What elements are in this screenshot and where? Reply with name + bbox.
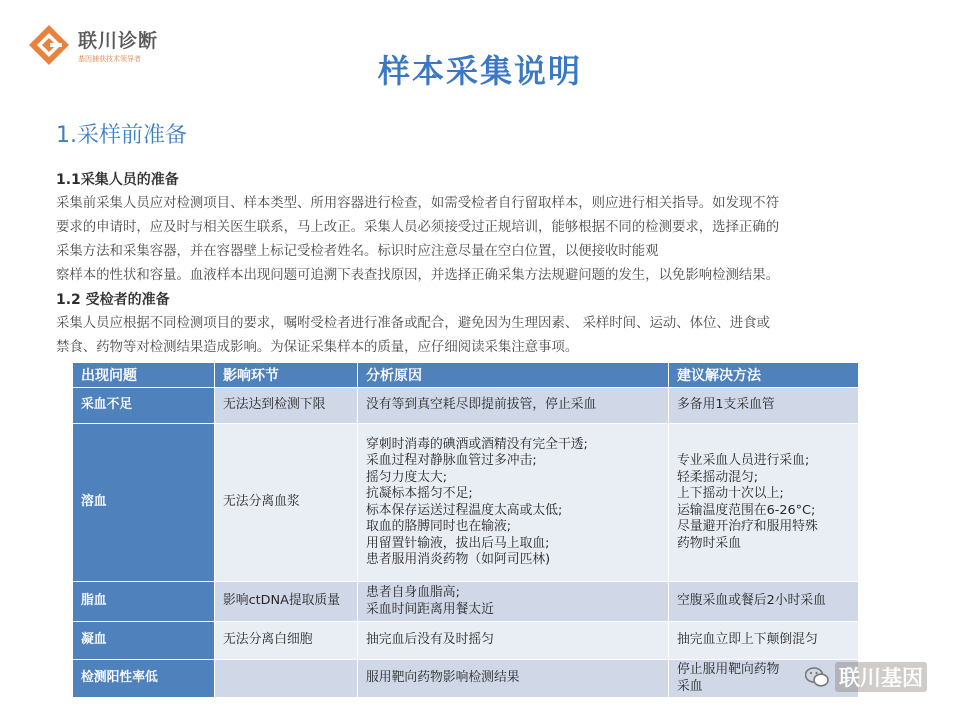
solution-cell — [669, 582, 859, 622]
cause-cell — [358, 582, 669, 622]
cause-line: 抗凝标本摇匀不足; — [366, 486, 473, 501]
solution-line: 停止服用靶向药物 — [677, 662, 780, 677]
cause-cell — [358, 424, 669, 582]
watermark-text: 联川基因 — [835, 662, 927, 692]
solution-cell — [669, 424, 859, 582]
solution-line: 轻柔摇动混匀; — [677, 469, 759, 485]
cause-line: 摇匀力度太大; — [366, 469, 448, 485]
solution-line: 运输温度范围在6-26°C; — [677, 502, 816, 518]
impact-cell — [215, 660, 358, 698]
solution-line: 采血 — [677, 678, 703, 694]
column-header: 出现问题 — [73, 363, 215, 388]
problem-cell: 溶血 — [73, 424, 215, 582]
table-row — [73, 582, 859, 622]
problem-cell: 采血不足 — [73, 388, 215, 424]
solution-line: 多备用1支采血管 — [677, 397, 775, 413]
solution-line: 空腹采血或餐后2小时采血 — [677, 593, 826, 609]
paragraph-line: 禁食、药物等对检测结果造成影响。为保证采集样本的质量，应仔细阅读采集注意事项。 — [56, 340, 579, 355]
solution-cell — [669, 388, 859, 424]
table-row — [73, 660, 859, 698]
cause-line: 患者自身血脂高; — [366, 585, 460, 600]
cause-cell — [358, 622, 669, 660]
table-row — [73, 424, 859, 582]
column-header: 影响环节 — [215, 363, 358, 388]
section-heading: 1.采样前准备 — [56, 123, 187, 148]
problem-cell: 检测阳性率低 — [73, 660, 215, 698]
watermark — [805, 660, 955, 696]
impact-cell: 无法分离白细胞 — [215, 622, 358, 660]
column-header: 分析原因 — [358, 363, 669, 388]
problem-cell: 凝血 — [73, 622, 215, 660]
impact-cell: 无法分离血浆 — [215, 424, 358, 582]
wechat-icon — [805, 666, 829, 688]
solution-line: 药物时采血 — [677, 535, 741, 551]
cause-line: 取血的胳膊同时也在输液; — [366, 519, 512, 534]
brand-name: 联川诊断 — [78, 30, 159, 52]
cause-cell — [358, 388, 669, 424]
solution-line: 上下摇动十次以上; — [677, 486, 784, 501]
column-header: 建议解决方法 — [669, 363, 859, 388]
impact-cell: 影响ctDNA提取质量 — [215, 582, 358, 622]
brand-tagline: 基因捕获技术领导者 — [78, 55, 141, 63]
solution-line: 抽完血立即上下颠倒混匀 — [677, 632, 818, 648]
impact-cell: 无法达到检测下限 — [215, 388, 358, 424]
paragraph-line: 采集前采集人员应对检测项目、样本类型、所用容器进行检查，如需受检者自行留取样本，则应进行相关指导。如发现不符 — [56, 196, 780, 211]
cause-line: 患者服用消炎药物（如阿司匹林) — [366, 552, 551, 567]
problem-cell: 脂血 — [73, 582, 215, 622]
solution-cell — [669, 622, 859, 660]
paragraph-line: 要求的申请时，应及时与相关医生联系，马上改正。采集人员必须接受过正规培训，能够根据不同的检测要求，选择正确的 — [56, 220, 780, 235]
table-row — [73, 388, 859, 424]
cause-line: 用留置针输液，拔出后马上取血; — [366, 535, 550, 551]
paragraph-line: 采集方法和采集容器，并在容器壁上标记受检者姓名。标识时应注意尽量在空白位置，以便接收时能观 — [56, 244, 659, 259]
cause-line: 抽完血后没有及时摇匀 — [366, 632, 494, 648]
body-text — [56, 168, 926, 360]
cause-line: 标本保存运送过程温度太高或太低; — [366, 502, 563, 518]
table-row — [73, 622, 859, 660]
cause-line: 采血时间距离用餐太近 — [366, 601, 494, 617]
cause-line: 穿刺时消毒的碘酒或酒精没有完全干透; — [366, 436, 588, 452]
cause-line: 采血过程对静脉血管过多冲击; — [366, 453, 537, 468]
cause-cell — [358, 660, 669, 698]
paragraph-line: 察样本的性状和容量。血液样本出现问题可追溯下表查找原因，并选择正确采集方法规避问题的发生，以免影响检测结果。 — [56, 268, 780, 283]
subsection-heading-1: 1.1采集人员的准备 — [56, 172, 179, 188]
paragraph-line: 采集人员应根据不同检测项目的要求，嘱咐受检者进行准备或配合，避免因为生理因素、 采样时间、运动、体位、进食或 — [56, 316, 770, 331]
solution-line: 专业采血人员进行采血; — [677, 453, 810, 468]
cause-line: 没有等到真空耗尽即提前拔管，停止采血 — [366, 397, 597, 413]
table-header-row — [73, 363, 859, 388]
solution-line: 尽量避开治疗和服用特殊 — [677, 519, 818, 534]
sample-issue-table — [72, 362, 859, 698]
page-title: 样本采集说明 — [377, 52, 582, 90]
cause-line: 服用靶向药物影响检测结果 — [366, 670, 520, 686]
subsection-heading-2: 1.2 受检者的准备 — [56, 292, 170, 308]
